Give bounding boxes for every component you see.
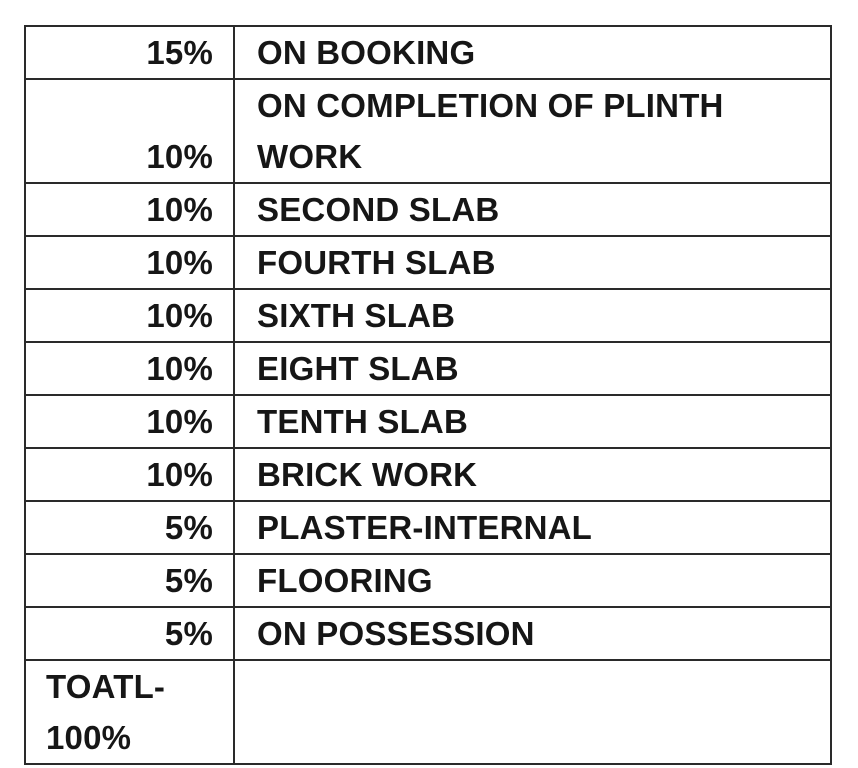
stage-cell: FLOORING (234, 554, 831, 607)
stage-cell: PLASTER-INTERNAL (234, 501, 831, 554)
stage-line: WORK (257, 138, 363, 175)
percent-cell: 5% (25, 501, 234, 554)
table-row (25, 501, 831, 554)
stage-cell: FOURTH SLAB (234, 236, 831, 289)
table-row (25, 607, 831, 660)
stage-cell: ON POSSESSION (234, 607, 831, 660)
percent-cell: 10% (25, 183, 234, 236)
table-row (25, 183, 831, 236)
percent-cell: 15% (25, 26, 234, 79)
table-row (25, 236, 831, 289)
percent-cell: 10% (25, 395, 234, 448)
table-row (25, 342, 831, 395)
total-value: 100% (46, 719, 132, 756)
percent-cell: 5% (25, 554, 234, 607)
table-row (25, 448, 831, 501)
percent-cell: 10% (25, 448, 234, 501)
table-row (25, 79, 831, 183)
stage-cell: SECOND SLAB (234, 183, 831, 236)
stage-cell: ON BOOKING (234, 26, 831, 79)
percent-cell: 5% (25, 607, 234, 660)
total-stage-cell (234, 660, 831, 764)
stage-cell (234, 79, 831, 183)
stage-cell: TENTH SLAB (234, 395, 831, 448)
table-row (25, 26, 831, 79)
total-label-cell (25, 660, 234, 764)
payment-schedule-table (24, 25, 832, 765)
stage-cell: SIXTH SLAB (234, 289, 831, 342)
table-row (25, 554, 831, 607)
percent-cell: 10% (25, 342, 234, 395)
percent-cell: 10% (25, 289, 234, 342)
table-row (25, 395, 831, 448)
total-row (25, 660, 831, 764)
table-row (25, 289, 831, 342)
stage-line: ON COMPLETION OF PLINTH (257, 87, 724, 124)
stage-cell: BRICK WORK (234, 448, 831, 501)
stage-cell: EIGHT SLAB (234, 342, 831, 395)
total-label: TOATL- (46, 668, 166, 705)
payment-schedule-sheet (24, 25, 832, 765)
percent-cell: 10% (25, 236, 234, 289)
percent-cell: 10% (25, 79, 234, 183)
